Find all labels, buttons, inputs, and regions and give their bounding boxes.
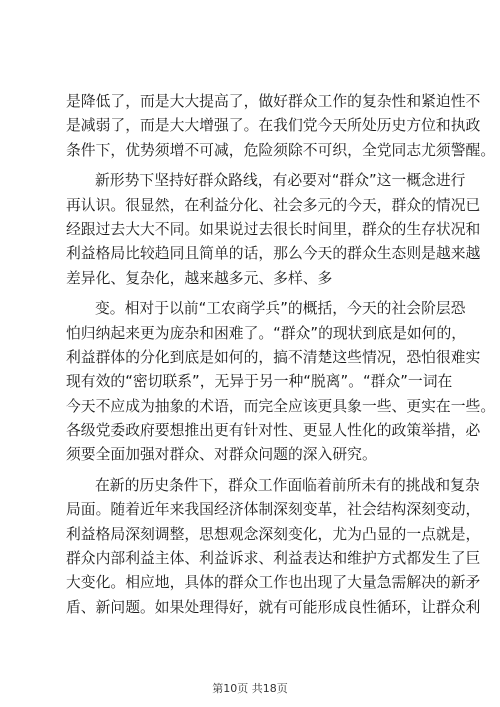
text-line: 盾、新问题。如果处理得好，就有可能形成良性循环，让群众利 (66, 598, 481, 616)
text-line: 各级党委政府要想推出更有针对性、更显人性化的政策举措，必 (66, 422, 481, 440)
paragraph (66, 297, 496, 468)
text-line: 局面。随着近年来我国经济体制深刻变革，社会结构深刻变动， (66, 501, 481, 519)
text-line: 再认识。很显然，在利益分化、社会多元的今天，群众的情况已 (66, 196, 481, 214)
page-footer: 第10页 共18页 (212, 682, 288, 695)
text-line: 群众内部利益主体、利益诉求、利益表达和维护方式都发生了巨 (66, 550, 481, 568)
paragraph (66, 474, 481, 620)
text-line: 变。相对于以前“工农商学兵”的概括，今天的社会阶层恐 (95, 300, 466, 318)
text-line: 利益群体的分化到底是如何的，搞不清楚这些情况，恐怕很难实 (66, 348, 481, 366)
text-line: 在新的历史条件下，群众工作面临着前所未有的挑战和复杂 (95, 476, 480, 494)
text-line: 利益格局深刻调整，思想观念深刻变化，尤为凸显的一点就是， (66, 525, 481, 543)
text-line: 现有效的“密切联系”，无异于另一种“脱离”。“群众”一词在 (66, 373, 453, 391)
text-line: 条件下，优势须增不可减，危险须除不可织，全党同志尤须警醒。 (66, 141, 496, 159)
text-line: 大变化。相应地，具体的群众工作也出现了大量急需解决的新矛 (66, 574, 481, 592)
text-line: 是减弱了，而是大大增强了。在我们党今天所处历史方位和执政 (66, 117, 481, 135)
text-line: 须要全面加强对群众、对群众问题的深入研究。 (66, 446, 377, 464)
text-line: 是降低了，而是大大提高了，做好群众工作的复杂性和紧迫性不 (66, 93, 481, 110)
document-body (66, 90, 496, 620)
text-line: 利益格局比较趋同且简单的话，那么今天的群众生态则是越来越 (66, 245, 481, 263)
text-line: 怕归纳起来更为庞杂和困难了。“群众”的现状到底是如何的， (66, 324, 467, 342)
text-line: 新形势下坚持好群众路线，有必要对“群众”这一概念进行 (95, 172, 466, 190)
text-line: 经跟过去大大不同。如果说过去很长时间里，群众的生存状况和 (66, 220, 481, 238)
text-line: 差异化、复杂化，越来越多元、多样、多 (66, 269, 333, 287)
paragraph (66, 169, 481, 291)
paragraph (66, 90, 496, 163)
text-line: 今天不应成为抽象的术语，而完全应该更具象一些、更实在一些。 (66, 397, 496, 415)
